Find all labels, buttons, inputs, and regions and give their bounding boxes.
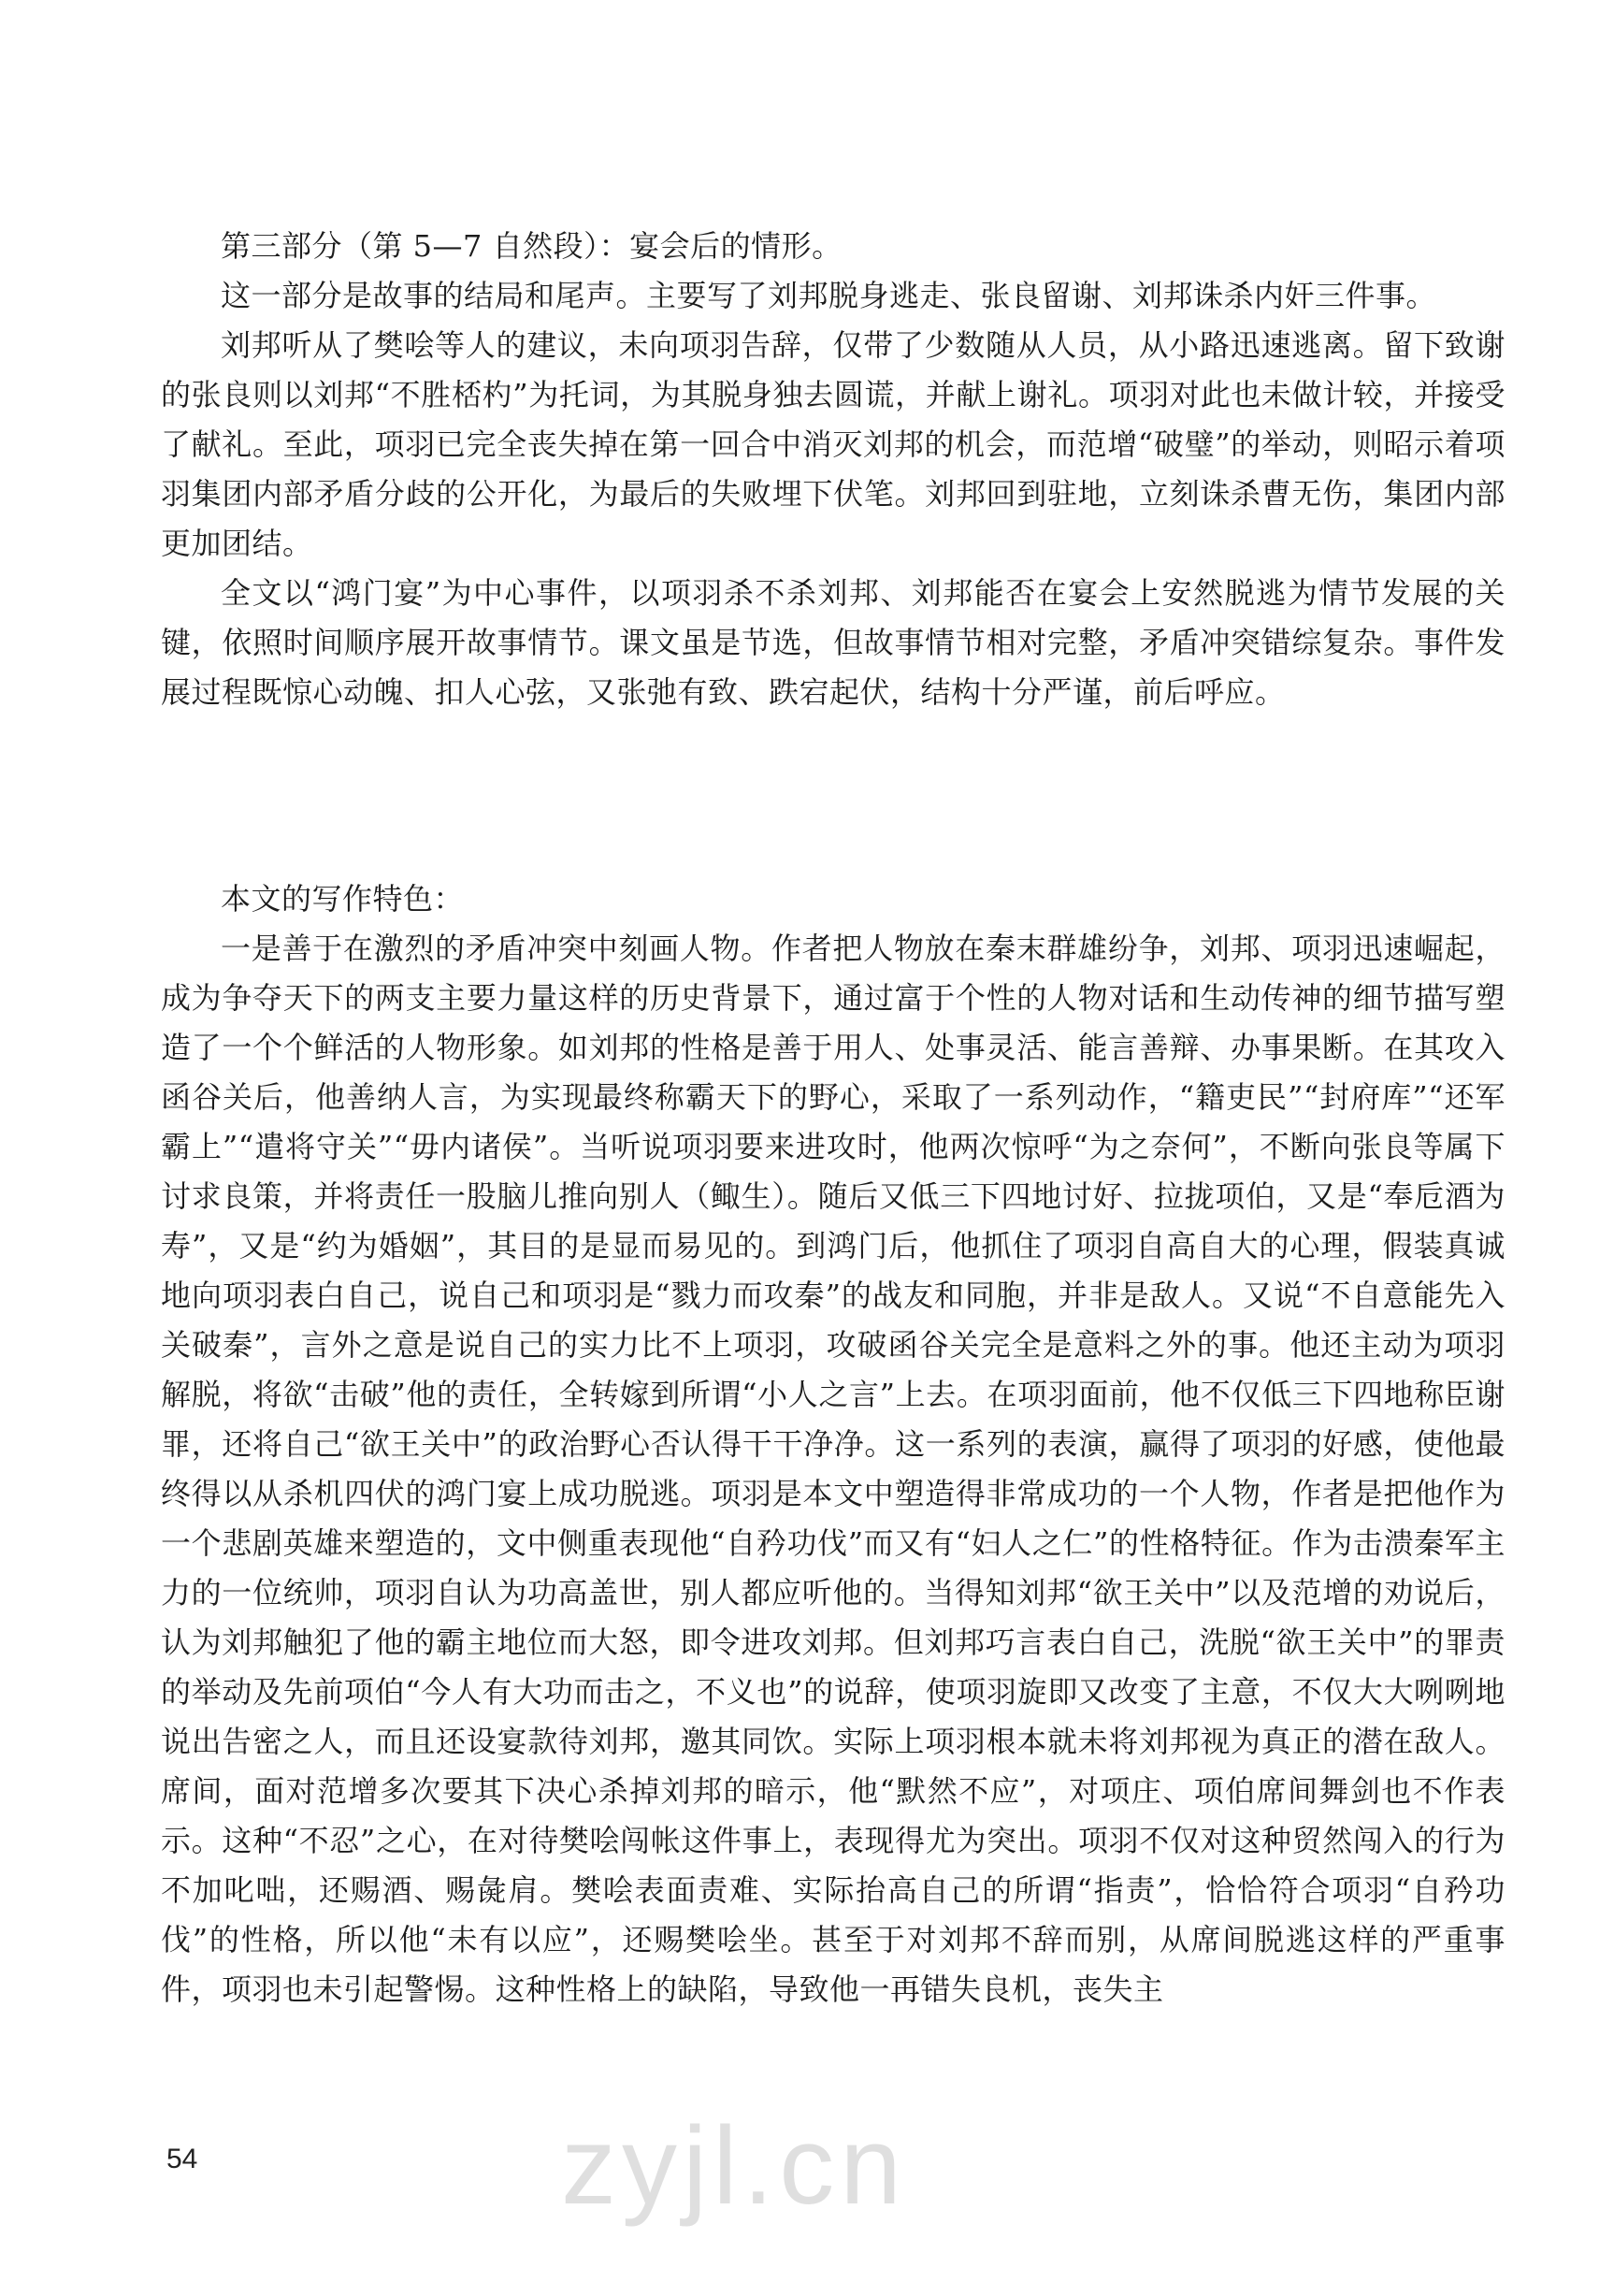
section-three-heading: 第三部分（第 5—7 自然段）：宴会后的情形。	[221, 228, 843, 264]
paragraph: 刘邦听从了樊哙等人的建议，未向项羽告辞，仅带了少数随从人员，从小路迅速逃离。留下致谢的张良则以刘邦“不胜桮杓”为托词，为其脱身独去圆谎，并献上谢礼。项羽对此也未做计较，并接受了献礼。至此，项羽已完全丧失掉在第一回合中消灭刘邦的机会，而范增“破璧”的举动，则昭示着项羽集团内部矛盾分歧的公开化，为最后的失败埋下伏笔。刘邦回到驻地，立刻诛杀曹无伤，集团内部更加团结。	[161, 327, 1505, 561]
writing-features-heading: 本文的写作特色：	[221, 881, 465, 917]
page-number: 54	[166, 2144, 198, 2174]
watermark: zyjl.cn	[561, 2104, 907, 2228]
paragraph: 这一部分是故事的结局和尾声。主要写了刘邦脱身逃走、张良留谢、刘邦诛杀内奸三件事。	[221, 278, 1437, 313]
paragraph: 全文以“鸿门宴”为中心事件，以项羽杀不杀刘邦、刘邦能否在宴会上安然脱逃为情节发展的关键，依照时间顺序展开故事情节。课文虽是节选，但故事情节相对完整，矛盾冲突错综复杂。事件发展过程既惊心动魄、扣人心弦，又张弛有致、跌宕起伏，结构十分严谨，前后呼应。	[161, 575, 1505, 710]
paragraph: 一是善于在激烈的矛盾冲突中刻画人物。作者把人物放在秦末群雄纷争，刘邦、项羽迅速崛起，成为争夺天下的两支主要力量这样的历史背景下，通过富于个性的人物对话和生动传神的细节描写塑造了一个个鲜活的人物形象。如刘邦的性格是善于用人、处事灵活、能言善辩、办事果断。在其攻入函谷关后，他善纳人言，为实现最终称霸天下的野心，采取了一系列动作，“籍吏民”“封府库”“还军霸上”“遣将守关”“毋内诸侯”。当听说项羽要来进攻时，他两次惊呼“为之奈何”，不断向张良等属下讨求良策，并将责任一股脑儿推向别人（鲰生）。随后又低三下四地讨好、拉拢项伯，又是“奉卮酒为寿”，又是“约为婚姻”，其目的是显而易见的。到鸿门后，他抓住了项羽自高自大的心理，假装真诚地向项羽表白自己，说自己和项羽是“戮力而攻秦”的战友和同胞，并非是敌人。又说“不自意能先入关破秦”，言外之意是说自己的实力比不上项羽，攻破函谷关完全是意料之外的事。他还主动为项羽解脱，将欲“击破”他的责任，全转嫁到所谓“小人之言”上去。在项羽面前，他不仅低三下四地称臣谢罪，还将自己“欲王关中”的政治野心否认得干干净净。这一系列的表演，赢得了项羽的好感，使他最终得以从杀机四伏的鸿门宴上成功脱逃。项羽是本文中塑造得非常成功的一个人物，作者是把他作为一个悲剧英雄来塑造的，文中侧重表现他“自矜功伐”而又有“妇人之仁”的性格特征。作为击溃秦军主力的一位统帅，项羽自认为功高盖世，别人都应听他的。当得知刘邦“欲王关中”以及范增的劝说后，认为刘邦触犯了他的霸主地位而大怒，即令进攻刘邦。但刘邦巧言表白自己，洗脱“欲王关中”的罪责的举动及先前项伯“今人有大功而击之，不义也”的说辞，使项羽旋即又改变了主意，不仅大大咧咧地说出告密之人，而且还设宴款待刘邦，邀其同饮。实际上项羽根本就未将刘邦视为真正的潜在敌人。席间，面对范增多次要其下决心杀掉刘邦的暗示，他“默然不应”，对项庄、项伯席间舞剑也不作表示。这种“不忍”之心，在对待樊哙闯帐这件事上，表现得尤为突出。项羽不仅对这种贸然闯入的行为不加叱咄，还赐酒、赐彘肩。樊哙表面责难、实际抬高自己的所谓“指责”，恰恰符合项羽“自矜功伐”的性格，所以他“未有以应”，还赐樊哙坐。甚至于对刘邦不辞而别，从席间脱逃这样的严重事件，项羽也未引起警惕。这种性格上的缺陷，导致他一再错失良机，丧失主	[161, 931, 1505, 2007]
section-three	[161, 222, 1505, 717]
writing-features	[161, 874, 1505, 2014]
